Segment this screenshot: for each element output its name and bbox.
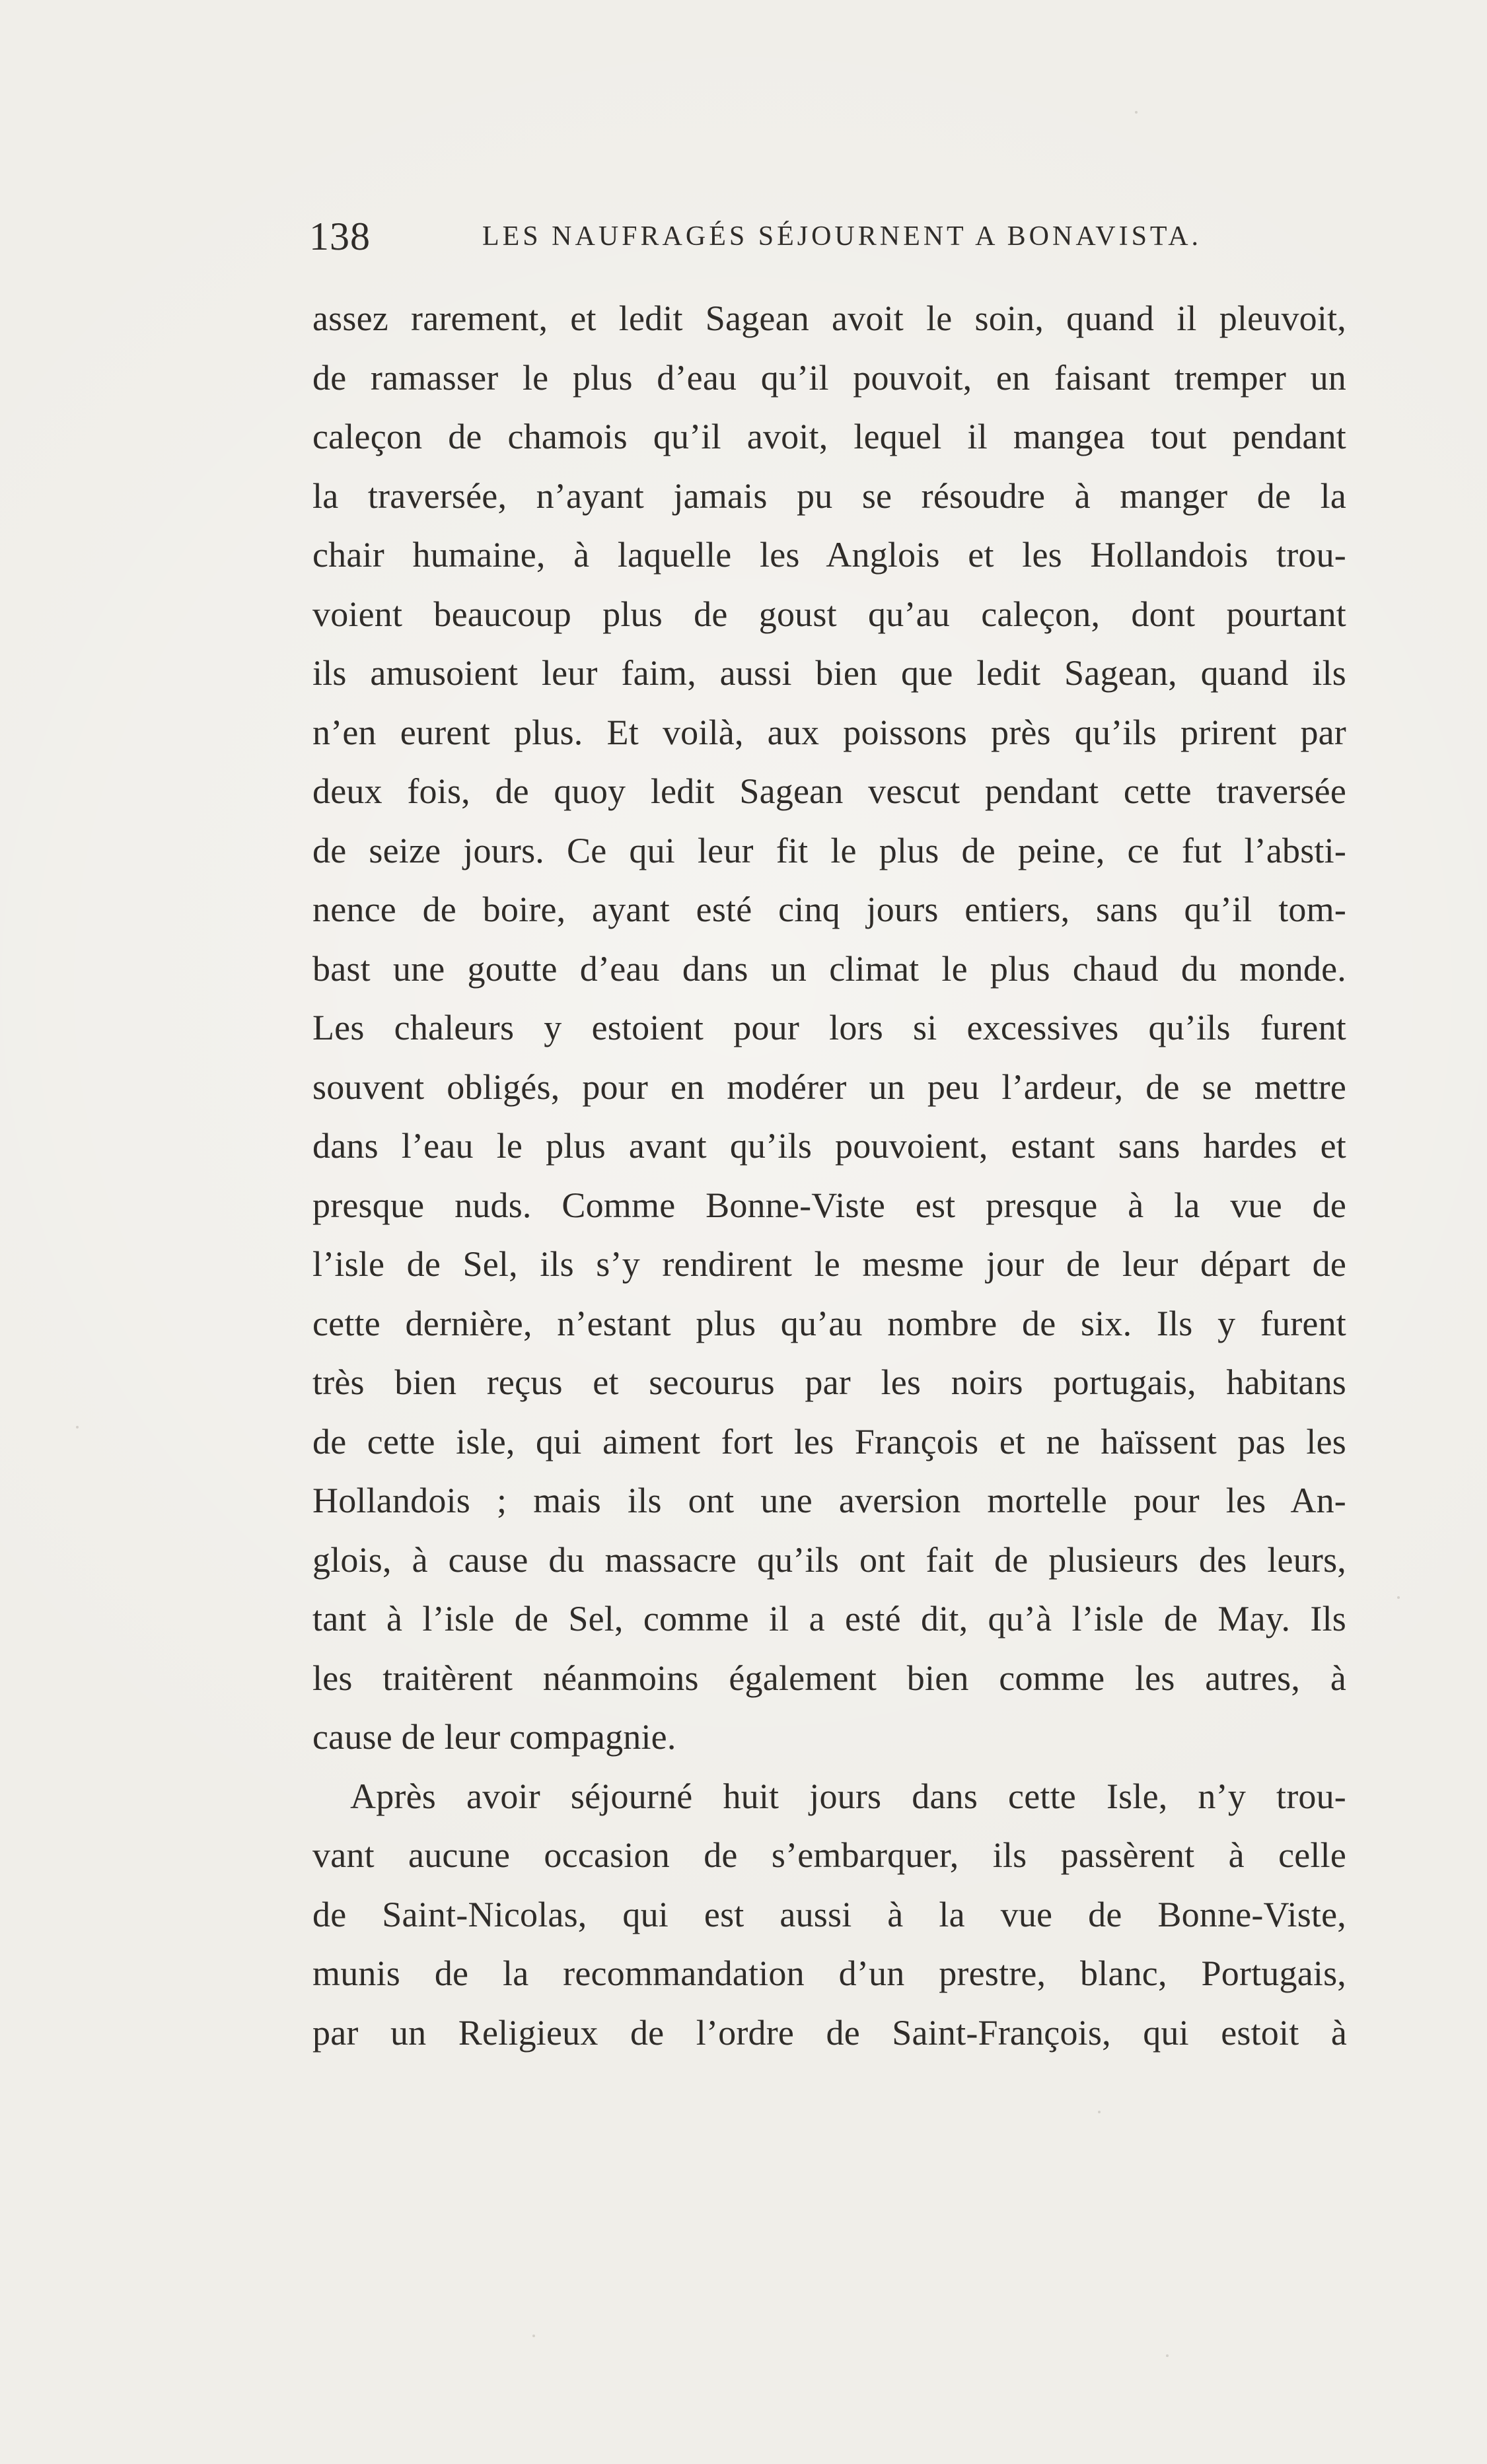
paper-speck <box>1397 1596 1400 1599</box>
text-line: assez rarement, et ledit Sagean avoit le soin, quand il pleuvoit, <box>312 299 1346 338</box>
text-line: très bien reçus et secourus par les noirs portugais, habitans <box>312 1362 1346 1402</box>
text-line: caleçon de chamois qu’il avoit, lequel il mangea tout pendant <box>312 417 1346 456</box>
text-line: l’isle de Sel, ils s’y rendirent le mesme jour de leur départ de <box>312 1244 1346 1284</box>
text-line: chair humaine, à laquelle les Anglois et les Hollandois trou- <box>312 535 1346 575</box>
paper-speck <box>1135 111 1138 114</box>
paper-speck <box>76 1426 79 1428</box>
text-line: souvent obligés, pour en modérer un peu l’ardeur, de se mettre <box>312 1067 1346 1107</box>
text-line: cause de leur compagnie. <box>312 1717 676 1757</box>
page-number: 138 <box>309 215 371 258</box>
paper-speck <box>1166 2354 1169 2357</box>
page-header <box>309 210 1202 263</box>
text-line: deux fois, de quoy ledit Sagean vescut pendant cette traversée <box>312 771 1346 811</box>
body-text <box>312 289 1346 2062</box>
text-line: nence de boire, ayant esté cinq jours entiers, sans qu’il tom- <box>312 890 1346 929</box>
text-line: Les chaleurs y estoient pour lors si excessives qu’ils furent <box>312 1008 1346 1047</box>
text-line: tant à l’isle de Sel, comme il a esté dit, qu’à l’isle de May. Ils <box>312 1599 1346 1638</box>
text-line: munis de la recommandation d’un prestre, blanc, Portugais, <box>312 1954 1346 1993</box>
text-line: ils amusoient leur faim, aussi bien que ledit Sagean, quand ils <box>312 653 1346 693</box>
text-line: par un Religieux de l’ordre de Saint-François, qui estoit à <box>312 2012 1347 2053</box>
text-line: de seize jours. Ce qui leur fit le plus de peine, ce fut l’absti- <box>312 830 1346 870</box>
text-line: cette dernière, n’estant plus qu’au nombre de six. Ils y furent <box>312 1303 1346 1343</box>
text-line: Après avoir séjourné huit jours dans cette Isle, n’y trou- <box>350 1776 1346 1816</box>
paper-speck <box>1098 2111 1101 2113</box>
text-line: n’en eurent plus. Et voilà, aux poissons près qu’ils prirent par <box>312 712 1346 752</box>
text-line: glois, à cause du massacre qu’ils ont fait de plusieurs des leurs, <box>312 1539 1346 1580</box>
text-line: bast une goutte d’eau dans un climat le plus chaud du monde. <box>312 948 1346 989</box>
text-line: dans l’eau le plus avant qu’ils pouvoient, estant sans hardes et <box>312 1126 1346 1166</box>
text-line: les traitèrent néanmoins également bien comme les autres, à <box>312 1658 1346 1698</box>
text-line: la traversée, n’ayant jamais pu se résoudre à manger de la <box>312 475 1346 516</box>
paper-speck <box>532 2335 535 2337</box>
text-line: de Saint-Nicolas, qui est aussi à la vue de Bonne-Viste, <box>312 1894 1346 1934</box>
running-head: LES NAUFRAGÉS SÉJOURNENT A BONAVISTA. <box>482 221 1202 252</box>
text-line: de cette isle, qui aiment fort les François et ne haïssent pas les <box>312 1421 1346 1461</box>
text-line: presque nuds. Comme Bonne-Viste est presque à la vue de <box>312 1185 1346 1225</box>
text-line: de ramasser le plus d’eau qu’il pouvoit, en faisant tremper un <box>312 357 1346 398</box>
text-line: voient beaucoup plus de goust qu’au caleçon, dont pourtant <box>312 594 1346 634</box>
text-line: vant aucune occasion de s’embarquer, ils passèrent à celle <box>312 1835 1346 1875</box>
text-line: Hollandois ; mais ils ont une aversion mortelle pour les An- <box>312 1481 1346 1520</box>
